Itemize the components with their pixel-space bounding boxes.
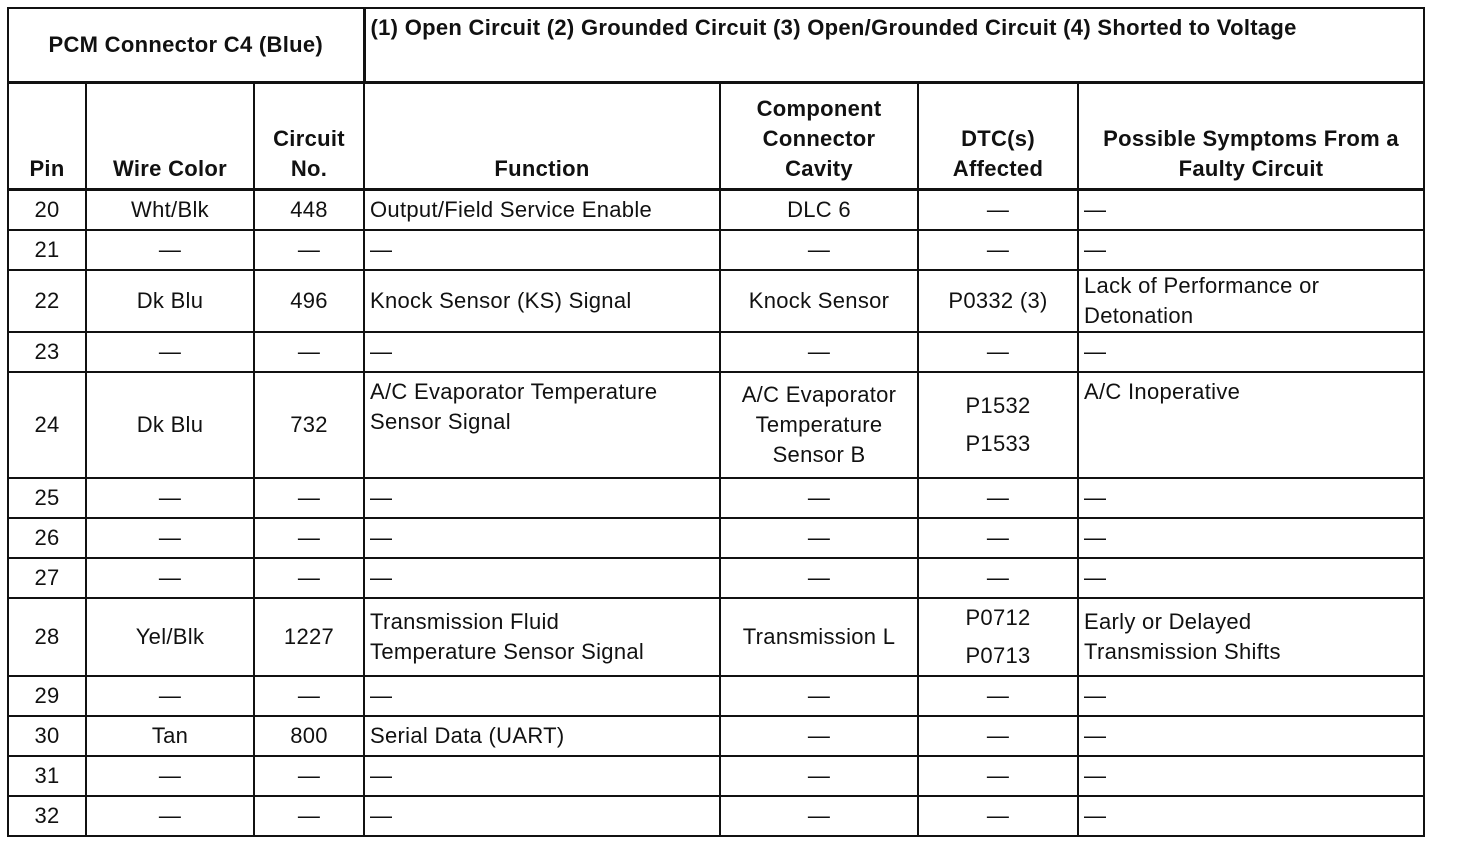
function-cell: — [364, 478, 720, 518]
dtc-code: P0713 [965, 643, 1031, 668]
wire-color-cell: — [86, 478, 254, 518]
dtc-code: — [986, 525, 1010, 550]
circuit-no-cell: — [254, 558, 364, 598]
function-cell: — [364, 756, 720, 796]
function-cell: Transmission Fluid Temperature Sensor Signal [364, 598, 720, 676]
possible-symptoms-cell: — [1078, 796, 1424, 836]
dtc-cell [918, 478, 1078, 518]
title-row [8, 8, 1424, 83]
circuit-no-cell: — [254, 478, 364, 518]
function-cell: — [364, 230, 720, 270]
pin-cell: 25 [8, 478, 86, 518]
dtc-cell [918, 558, 1078, 598]
dtc-code: — [986, 723, 1010, 748]
function-cell: Knock Sensor (KS) Signal [364, 270, 720, 332]
table-row [8, 372, 1424, 478]
pin-cell: 22 [8, 270, 86, 332]
dtc-code: — [986, 197, 1010, 222]
pin-cell: 32 [8, 796, 86, 836]
function-cell: — [364, 518, 720, 558]
dtc-cell [918, 598, 1078, 676]
circuit-no-cell: 496 [254, 270, 364, 332]
header-possible-symptoms: Possible Symptoms From a Faulty Circuit [1078, 83, 1424, 190]
circuit-no-cell: — [254, 332, 364, 372]
wire-color-cell: Dk Blu [86, 372, 254, 478]
possible-symptoms-cell: — [1078, 190, 1424, 231]
pin-cell: 28 [8, 598, 86, 676]
header-wire-color: Wire Color [86, 83, 254, 190]
dtc-cell [918, 332, 1078, 372]
component-connector-cavity-cell: — [720, 796, 918, 836]
dtc-cell [918, 796, 1078, 836]
table-row [8, 676, 1424, 716]
pin-cell: 20 [8, 190, 86, 231]
dtc-code: P1533 [965, 431, 1031, 456]
component-connector-cavity-cell: DLC 6 [720, 190, 918, 231]
wire-color-cell: — [86, 230, 254, 270]
dtc-code: P0712 [965, 605, 1031, 630]
function-cell: Serial Data (UART) [364, 716, 720, 756]
dtc-code: — [986, 763, 1010, 788]
component-connector-cavity-cell: — [720, 716, 918, 756]
wire-color-cell: Yel/Blk [86, 598, 254, 676]
function-cell: — [364, 558, 720, 598]
possible-symptoms-cell: — [1078, 518, 1424, 558]
table-row [8, 598, 1424, 676]
dtc-code: — [986, 565, 1010, 590]
dtc-cell [918, 716, 1078, 756]
component-connector-cavity-cell: — [720, 230, 918, 270]
possible-symptoms-cell: — [1078, 756, 1424, 796]
dtc-code: — [986, 803, 1010, 828]
function-cell: A/C Evaporator Temperature Sensor Signal [364, 372, 720, 478]
possible-symptoms-cell: — [1078, 676, 1424, 716]
pin-cell: 21 [8, 230, 86, 270]
dtc-cell [918, 756, 1078, 796]
table-row [8, 230, 1424, 270]
table-row [8, 332, 1424, 372]
table-row [8, 190, 1424, 231]
header-dtcs-affected: DTC(s) Affected [918, 83, 1078, 190]
component-connector-cavity-cell: — [720, 518, 918, 558]
circuit-no-cell: 448 [254, 190, 364, 231]
connector-title: PCM Connector C4 (Blue) [8, 8, 364, 83]
possible-symptoms-cell: Lack of Performance or Detonation [1078, 270, 1424, 332]
possible-symptoms-cell: — [1078, 332, 1424, 372]
dtc-code: P0332 (3) [948, 288, 1048, 313]
pin-cell: 30 [8, 716, 86, 756]
dtc-cell [918, 372, 1078, 478]
dtc-cell [918, 190, 1078, 231]
table-row [8, 796, 1424, 836]
table-row [8, 478, 1424, 518]
component-connector-cavity-cell: — [720, 676, 918, 716]
pcm-connector-table [7, 7, 1425, 837]
header-pin: Pin [8, 83, 86, 190]
pin-cell: 26 [8, 518, 86, 558]
circuit-no-cell: 1227 [254, 598, 364, 676]
circuit-no-cell: — [254, 676, 364, 716]
dtc-cell [918, 230, 1078, 270]
table-row [8, 518, 1424, 558]
wire-color-cell: — [86, 332, 254, 372]
pin-cell: 27 [8, 558, 86, 598]
dtc-cell [918, 676, 1078, 716]
pin-cell: 23 [8, 332, 86, 372]
circuit-no-cell: — [254, 230, 364, 270]
pin-cell: 31 [8, 756, 86, 796]
dtc-code: — [986, 485, 1010, 510]
possible-symptoms-cell: A/C Inoperative [1078, 372, 1424, 478]
component-connector-cavity-cell: A/C Evaporator Temperature Sensor B [720, 372, 918, 478]
wire-color-cell: — [86, 796, 254, 836]
circuit-no-cell: — [254, 796, 364, 836]
function-cell: — [364, 676, 720, 716]
circuit-no-cell: — [254, 518, 364, 558]
circuit-no-cell: 732 [254, 372, 364, 478]
component-connector-cavity-cell: — [720, 756, 918, 796]
header-circuit-no: Circuit No. [254, 83, 364, 190]
circuit-legend: (1) Open Circuit (2) Grounded Circuit (3) Open/Grounded Circuit (4) Shorted to Voltage [364, 8, 1424, 83]
possible-symptoms-cell: — [1078, 230, 1424, 270]
wire-color-cell: — [86, 518, 254, 558]
wire-color-cell: Tan [86, 716, 254, 756]
header-row [8, 83, 1424, 190]
wire-color-cell: Wht/Blk [86, 190, 254, 231]
dtc-cell [918, 270, 1078, 332]
dtc-code: P1532 [965, 393, 1031, 418]
component-connector-cavity-cell: — [720, 478, 918, 518]
possible-symptoms-cell: — [1078, 558, 1424, 598]
pin-cell: 24 [8, 372, 86, 478]
pin-cell: 29 [8, 676, 86, 716]
function-cell: — [364, 796, 720, 836]
header-function: Function [364, 83, 720, 190]
component-connector-cavity-cell: Transmission L [720, 598, 918, 676]
component-connector-cavity-cell: — [720, 332, 918, 372]
component-connector-cavity-cell: Knock Sensor [720, 270, 918, 332]
possible-symptoms-cell: — [1078, 478, 1424, 518]
wire-color-cell: — [86, 558, 254, 598]
dtc-code: — [986, 237, 1010, 262]
dtc-cell [918, 518, 1078, 558]
table-row [8, 716, 1424, 756]
wire-color-cell: — [86, 756, 254, 796]
possible-symptoms-cell: — [1078, 716, 1424, 756]
possible-symptoms-cell: Early or Delayed Transmission Shifts [1078, 598, 1424, 676]
table-row [8, 558, 1424, 598]
table-row [8, 756, 1424, 796]
function-cell: Output/Field Service Enable [364, 190, 720, 231]
dtc-code: — [986, 339, 1010, 364]
circuit-no-cell: 800 [254, 716, 364, 756]
wire-color-cell: — [86, 676, 254, 716]
header-component-connector-cavity: Component Connector Cavity [720, 83, 918, 190]
component-connector-cavity-cell: — [720, 558, 918, 598]
function-cell: — [364, 332, 720, 372]
table-row [8, 270, 1424, 332]
dtc-code: — [986, 683, 1010, 708]
wire-color-cell: Dk Blu [86, 270, 254, 332]
circuit-no-cell: — [254, 756, 364, 796]
